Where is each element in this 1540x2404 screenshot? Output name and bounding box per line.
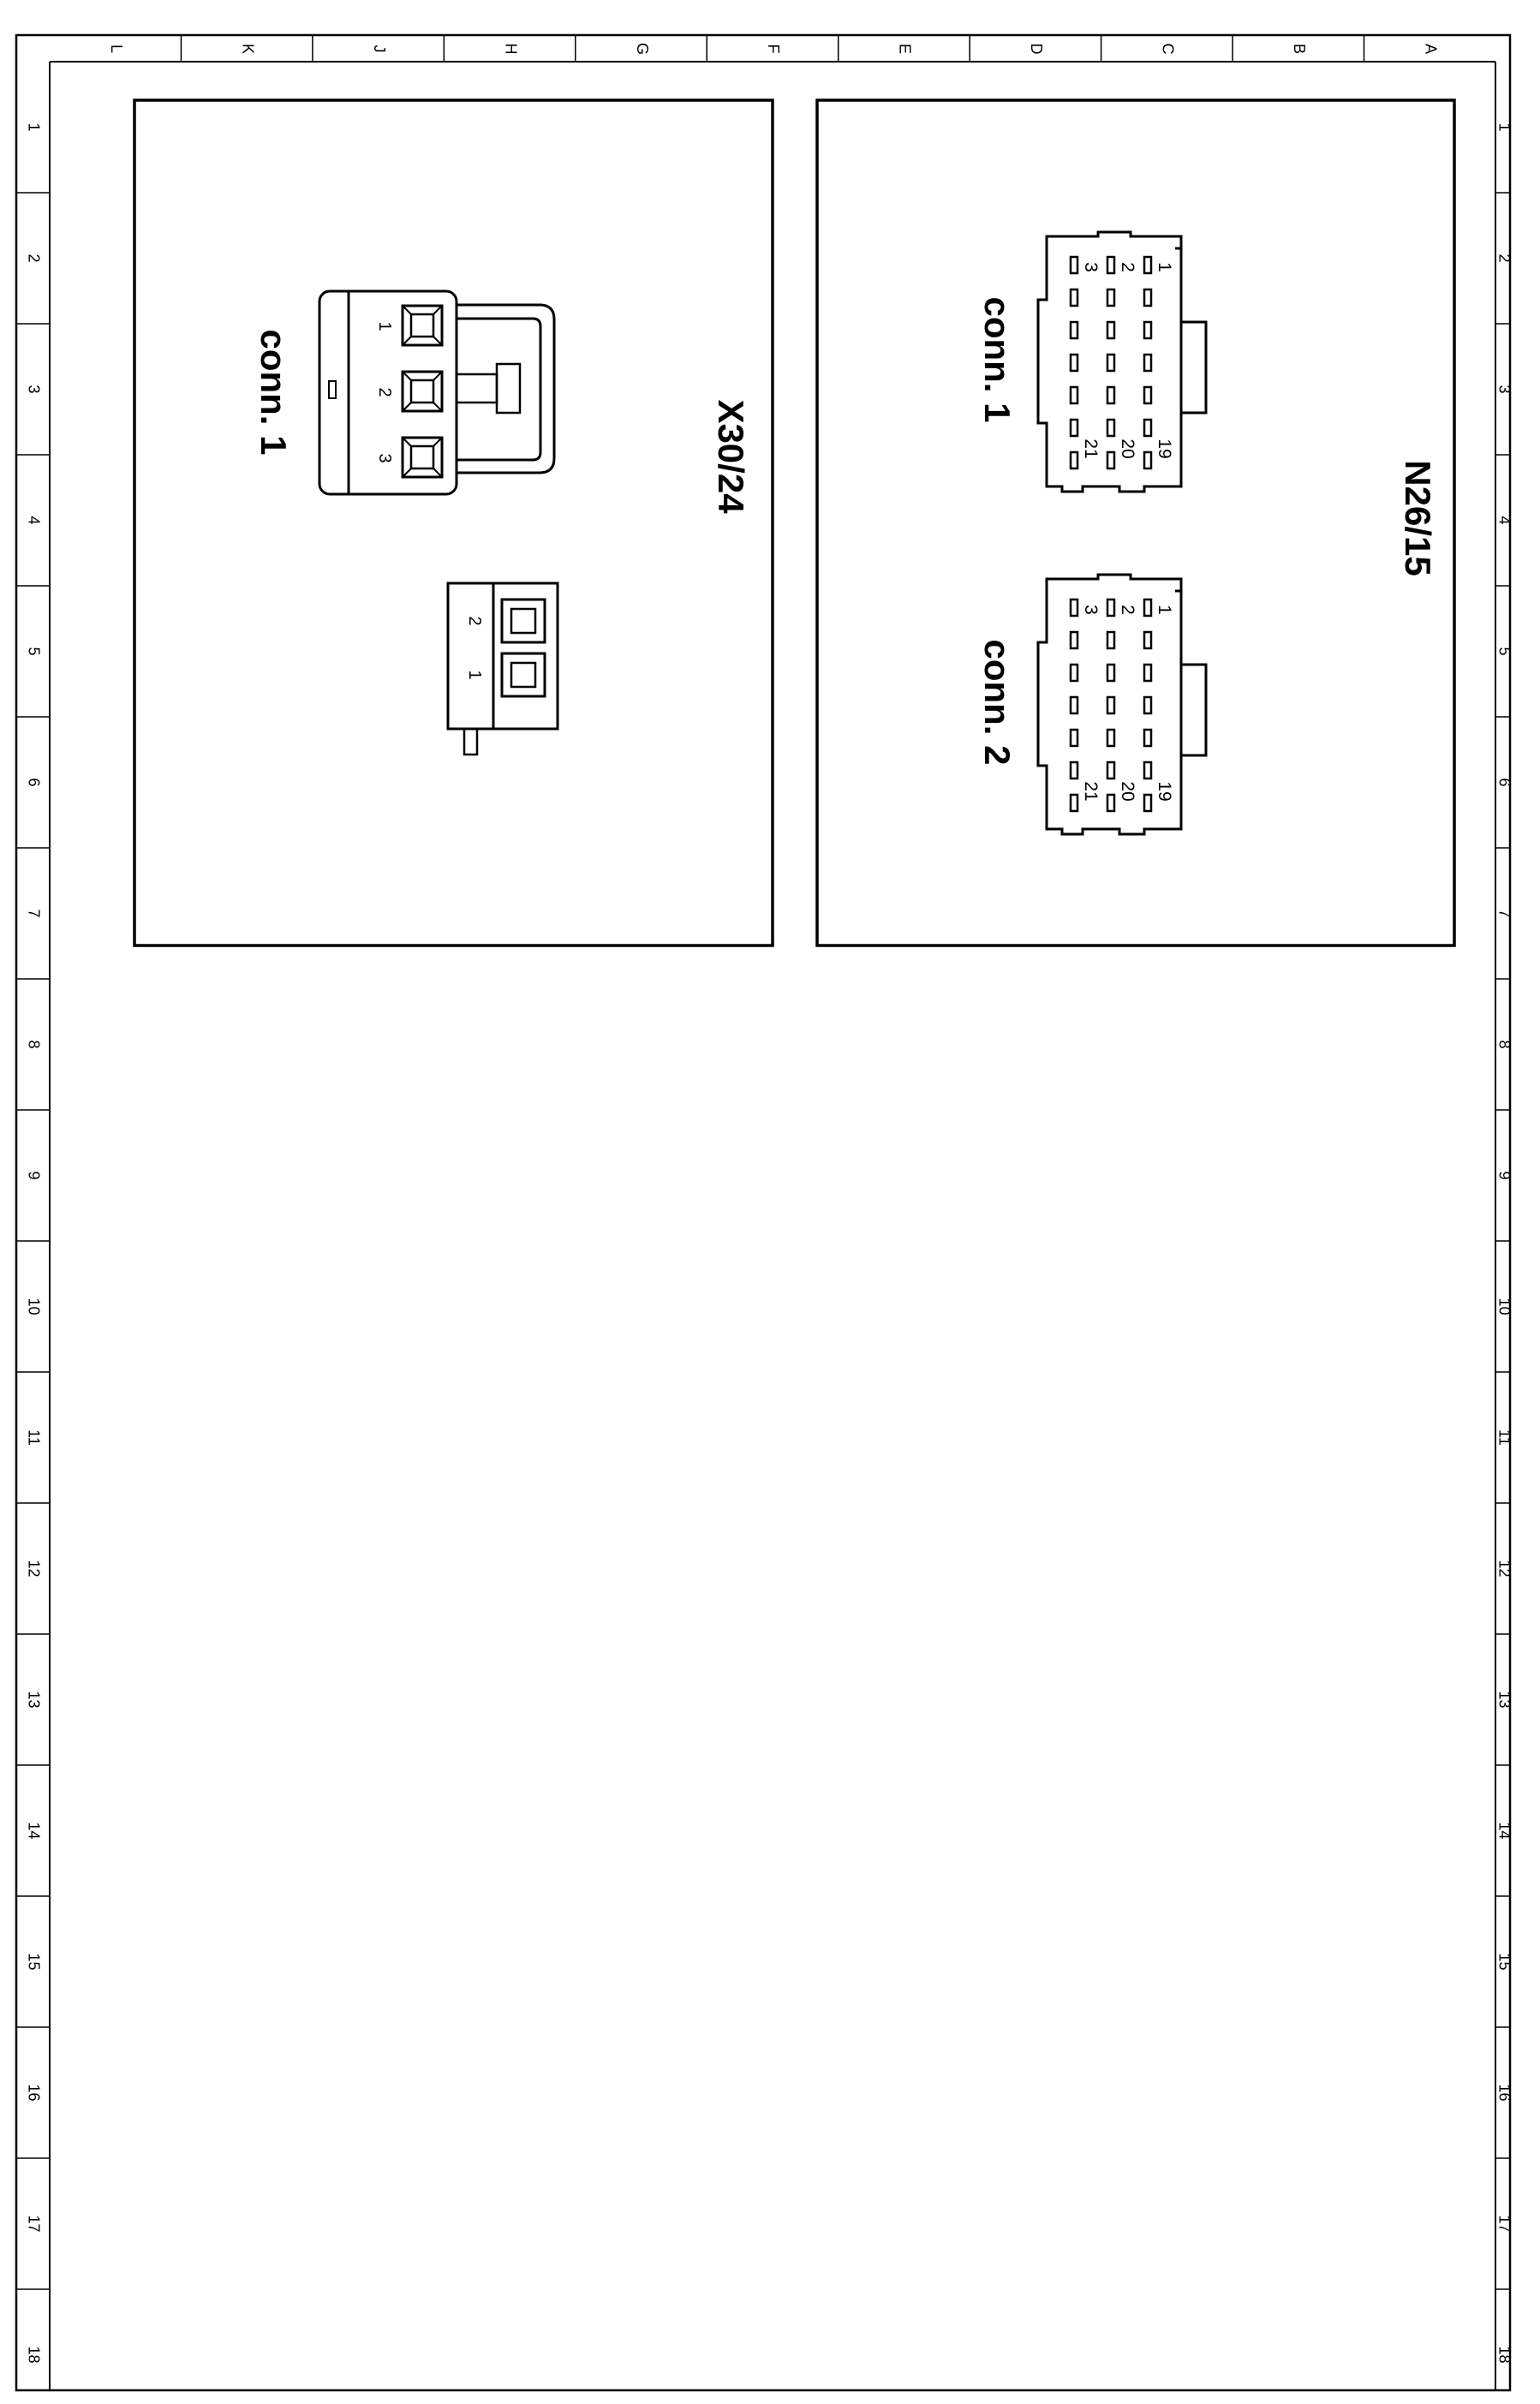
pin-slot: [1144, 452, 1151, 468]
pin-label: 3: [1081, 605, 1101, 615]
pin-slot: [1144, 420, 1151, 436]
pin-cell-1-inner: [411, 314, 433, 337]
pin-slot: [1071, 730, 1077, 746]
pin-cell-2-inner: [511, 609, 535, 633]
column-label: F: [765, 44, 783, 54]
column-labels: [108, 43, 1440, 55]
row-label: 12: [25, 1560, 43, 1578]
row-label: 9: [25, 1171, 43, 1180]
pin-label: 2: [1118, 262, 1137, 272]
pin-slot: [1071, 257, 1077, 273]
pin-slot: [1107, 289, 1114, 306]
row-label: 15: [25, 1953, 43, 1971]
pin-slot: [1144, 665, 1151, 681]
column-label: K: [239, 43, 257, 55]
row-label: 11: [25, 1429, 43, 1446]
pin-slot: [1107, 762, 1114, 778]
panel-n26-15: [817, 100, 1454, 945]
pin-slot: [1071, 697, 1077, 713]
row-label: 11: [1495, 1429, 1513, 1446]
sheet-frame: [16, 35, 1510, 2390]
pin-slot: [1071, 452, 1077, 468]
connector-2-pin-stub: [464, 729, 477, 755]
row-label: 10: [1495, 1297, 1513, 1315]
row-label: 17: [25, 2215, 43, 2233]
conn-1-label: conn. 1: [977, 296, 1018, 423]
pin-slot: [1071, 322, 1077, 338]
row-label: 18: [1495, 2346, 1513, 2364]
panel-x30-24-frame: [134, 100, 773, 945]
row-label: 1: [25, 122, 43, 132]
pin-cell-2-inner: [411, 380, 433, 403]
row-label: 9: [1495, 1171, 1513, 1180]
pin-label: 19: [1155, 781, 1174, 802]
pin-slot: [1071, 665, 1077, 681]
column-label: D: [1028, 43, 1046, 55]
row-label: 13: [1495, 1691, 1513, 1709]
pin-label: 21: [1081, 781, 1101, 802]
pin-slot: [1107, 632, 1114, 648]
pin-slot: [1107, 355, 1114, 371]
row-label: 5: [1495, 647, 1513, 656]
row-grid-lines: [16, 193, 1510, 2289]
panel-x30-24: [134, 100, 773, 945]
connector-3-pin: [319, 291, 554, 494]
connector-key: [1181, 322, 1206, 413]
pin-slot: [1144, 795, 1151, 811]
conn-2-label: conn. 2: [977, 639, 1018, 766]
row-label: 8: [1495, 1040, 1513, 1049]
pin-slot: [1144, 600, 1151, 616]
connector-3-pin-key: [329, 381, 336, 398]
row-label: 2: [25, 254, 43, 263]
pin-slot: [1107, 795, 1114, 811]
pin-slot: [1107, 697, 1114, 713]
pin-slot: [1144, 762, 1151, 778]
row-label: 7: [25, 909, 43, 918]
row-label: 7: [1495, 909, 1513, 918]
row-label: 14: [1495, 1822, 1513, 1840]
column-label: C: [1159, 43, 1177, 55]
pin-slot: [1144, 632, 1151, 648]
pin-slot: [1144, 730, 1151, 746]
pin-slot: [1107, 257, 1114, 273]
row-label: 16: [25, 2084, 43, 2102]
row-label: 12: [1495, 1560, 1513, 1578]
pin-slot: [1107, 420, 1114, 436]
pin-slot: [1107, 665, 1114, 681]
conn-1-label: conn. 1: [254, 329, 294, 456]
pin-slot: [1071, 289, 1077, 306]
row-label: 2: [1495, 254, 1513, 263]
panel-n26-15-frame: [817, 100, 1454, 945]
pin-label: 20: [1118, 438, 1137, 459]
pin-slot: [1107, 387, 1114, 403]
pin-slot: [1071, 600, 1077, 616]
pin-label: 1: [465, 670, 484, 680]
column-label: H: [502, 43, 520, 55]
row-label: 6: [1495, 778, 1513, 787]
connector-3-pin-latch-slot: [457, 374, 497, 403]
column-label: G: [633, 42, 651, 56]
pin-slot: [1144, 697, 1151, 713]
row-label: 10: [25, 1297, 43, 1315]
row-label: 15: [1495, 1953, 1513, 1971]
pin-label: 21: [1081, 438, 1101, 459]
row-label: 14: [25, 1822, 43, 1840]
pin-slot: [1144, 387, 1151, 403]
pin-slot: [1071, 795, 1077, 811]
row-label: 16: [1495, 2084, 1513, 2102]
pin-label: 2: [375, 387, 394, 397]
row-label: 5: [25, 647, 43, 656]
pin-slot: [1071, 420, 1077, 436]
pin-cell-1: [502, 653, 545, 696]
pin-label: 1: [1155, 605, 1174, 615]
pin-label: 1: [375, 321, 394, 331]
panel-x30-24-title: X30/24: [711, 399, 751, 514]
row-label: 6: [25, 778, 43, 787]
pin-slot: [1144, 322, 1151, 338]
column-label: L: [107, 44, 125, 54]
pin-slot: [1107, 322, 1114, 338]
connector-3-pin-latch-tab: [497, 364, 520, 413]
column-label: E: [896, 43, 914, 55]
column-label: A: [1422, 43, 1440, 55]
pin-label: 1: [1155, 262, 1174, 272]
pin-slot: [1144, 257, 1151, 273]
pin-label: 20: [1118, 781, 1137, 802]
pin-slot: [1107, 452, 1114, 468]
pin-slot: [1071, 762, 1077, 778]
row-label: 3: [1495, 385, 1513, 394]
pin-slot: [1107, 600, 1114, 616]
pin-cell-2: [502, 600, 545, 642]
pin-slot: [1144, 289, 1151, 306]
row-label: 13: [25, 1691, 43, 1709]
row-label: 4: [25, 516, 43, 525]
pin-label: 2: [465, 616, 484, 626]
panel-n26-15-title: N26/15: [1398, 460, 1438, 576]
pin-label: 2: [1118, 605, 1137, 615]
row-label: 3: [25, 385, 43, 394]
pin-slot: [1107, 730, 1114, 746]
column-label: J: [370, 45, 388, 53]
pin-label: 3: [1081, 262, 1101, 272]
connector-key: [1181, 665, 1206, 755]
row-label: 1: [1495, 122, 1513, 132]
pin-slot: [1071, 355, 1077, 371]
outer-border: [16, 35, 1510, 2390]
pin-cell-3-inner: [411, 446, 433, 468]
pin-slot: [1071, 387, 1077, 403]
connector-3-pin-latch-inner: [457, 319, 540, 460]
pin-slot: [1144, 355, 1151, 371]
row-label: 17: [1495, 2215, 1513, 2233]
row-label: 18: [25, 2346, 43, 2364]
pin-slot: [1071, 632, 1077, 648]
connector-2-pin: [448, 583, 558, 755]
pin-label: 3: [375, 453, 394, 463]
pin-label: 19: [1155, 438, 1174, 459]
column-label: B: [1291, 43, 1309, 55]
row-label: 4: [1495, 516, 1513, 525]
row-label: 8: [25, 1040, 43, 1049]
pin-cell-1-inner: [511, 663, 535, 687]
